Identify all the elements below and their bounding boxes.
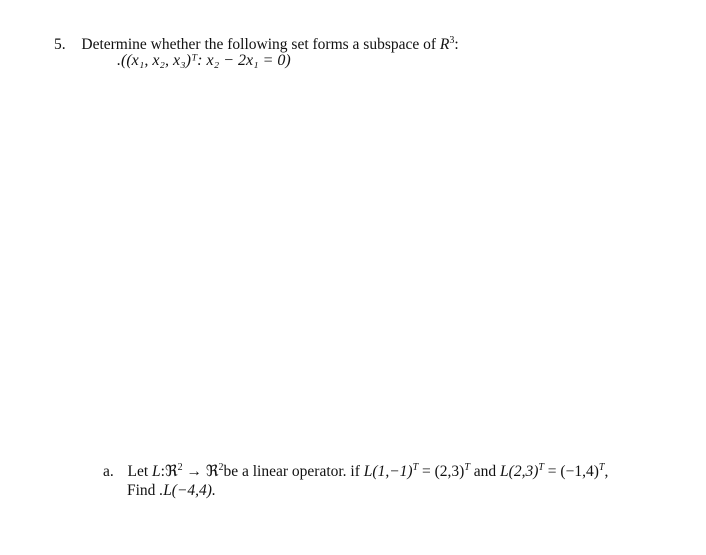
space-symbol: R [439, 36, 450, 53]
colon: : [454, 36, 459, 53]
problem-text: Determine whether the following set forms a subspace of [81, 36, 437, 53]
trailing-comma: , [604, 463, 609, 480]
and-word: and [473, 463, 497, 480]
domain-exponent: 2 [177, 462, 183, 473]
find-expression: .L(−4,4). [159, 482, 216, 499]
condition-1-lhs-exp: T [412, 462, 419, 473]
condition-2-rhs: (−1,4) [560, 463, 599, 480]
find-word: Find [127, 482, 156, 499]
domain-symbol: ℜ [164, 462, 178, 480]
condition-1-lhs: L(1,−1) [363, 463, 413, 480]
operator-colon: : [160, 463, 165, 480]
equals-sign: = [418, 463, 435, 480]
codomain-exponent: 2 [218, 462, 224, 473]
codomain-symbol: ℜ [205, 462, 219, 480]
operator-symbol: L [152, 463, 161, 480]
equals-sign: = [543, 463, 561, 480]
set-expression: .((x₁, x₂, x₃)ᵀ: x₂ − 2x₁ = 0) [117, 52, 291, 69]
problem-a-statement [103, 458, 608, 482]
condition-1-rhs: (2,3) [434, 463, 465, 480]
problem-label: a. [103, 463, 114, 480]
operator-description: be a linear operator. if [223, 463, 360, 480]
condition-1-rhs-exp: T [464, 462, 470, 473]
problem-number: 5. [54, 36, 66, 53]
space-exponent: 3 [449, 35, 455, 46]
arrow: → [186, 463, 202, 480]
problem-a-find [127, 481, 216, 501]
let-word: Let [127, 463, 149, 480]
condition-2-rhs-exp: T [598, 462, 605, 473]
condition-2-lhs: L(2,3) [500, 463, 539, 480]
condition-2-lhs-exp: T [538, 462, 544, 473]
